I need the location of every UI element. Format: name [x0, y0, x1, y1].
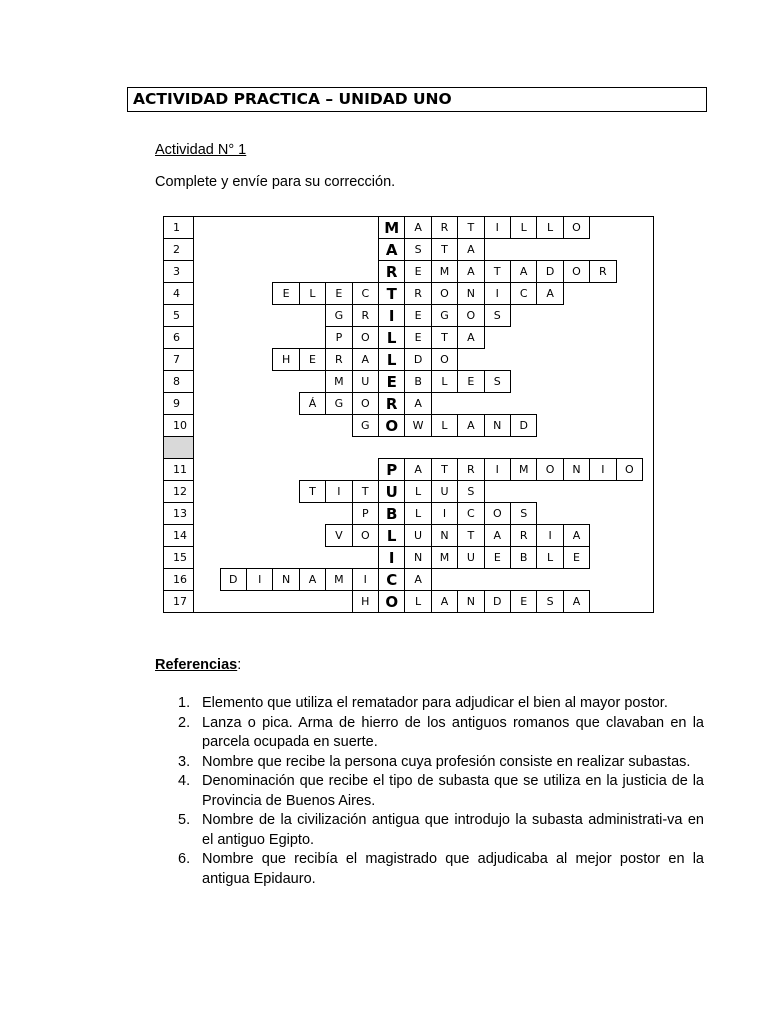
reference-text: Nombre de la civilización antigua que introdujo la subasta administrati-va en el antiguo Egipto.	[202, 812, 704, 848]
reference-text: Nombre que recibía el magistrado que adjudicaba al mejor postor en la antigua Epidauro.	[202, 851, 704, 887]
letter-cell: N	[563, 458, 590, 481]
letter-cell: P	[325, 326, 352, 349]
letter-cell: O	[431, 348, 458, 371]
key-letter-cell: C	[378, 568, 405, 591]
letter-cell: S	[484, 304, 511, 327]
references-title	[155, 657, 241, 673]
letter-cell: O	[484, 502, 511, 525]
letter-cell: I	[484, 282, 511, 305]
letter-cell: O	[563, 260, 590, 283]
letter-cell: C	[457, 502, 484, 525]
letter-cell: R	[457, 458, 484, 481]
key-letter-cell: L	[378, 326, 405, 349]
letter-cell: D	[404, 348, 431, 371]
letter-cell: O	[616, 458, 643, 481]
letter-cell: A	[457, 238, 484, 261]
letter-cell: M	[325, 568, 352, 591]
letter-cell: H	[272, 348, 299, 371]
letter-cell: S	[510, 502, 537, 525]
letter-cell: A	[431, 590, 458, 613]
row-number: 17	[173, 595, 187, 608]
key-letter-cell: L	[378, 524, 405, 547]
letter-cell: E	[563, 546, 590, 569]
letter-cell: L	[404, 502, 431, 525]
letter-cell: U	[457, 546, 484, 569]
reference-item	[174, 850, 704, 889]
letter-cell: A	[484, 524, 511, 547]
letter-cell: I	[352, 568, 379, 591]
separator-row	[163, 436, 194, 459]
references-colon: :	[237, 657, 242, 673]
letter-cell: T	[457, 524, 484, 547]
letter-cell: N	[484, 414, 511, 437]
row-number: 14	[173, 529, 187, 542]
letter-cell: A	[563, 590, 590, 613]
letter-cell: C	[352, 282, 379, 305]
letter-cell: A	[404, 216, 431, 239]
reference-number: 2.	[178, 714, 191, 731]
letter-cell: D	[510, 414, 537, 437]
letter-cell: T	[431, 238, 458, 261]
letter-cell: M	[510, 458, 537, 481]
letter-cell: N	[404, 546, 431, 569]
letter-cell: E	[457, 370, 484, 393]
letter-cell: E	[404, 304, 431, 327]
key-letter-cell: U	[378, 480, 405, 503]
letter-cell: O	[352, 392, 379, 415]
row-number: 16	[173, 573, 187, 586]
row-number: 15	[173, 551, 187, 564]
letter-cell: O	[352, 524, 379, 547]
letter-cell: L	[299, 282, 326, 305]
letter-cell: D	[484, 590, 511, 613]
letter-cell: E	[272, 282, 299, 305]
letter-cell: I	[589, 458, 616, 481]
reference-number: 3.	[178, 753, 191, 770]
letter-cell: T	[457, 216, 484, 239]
letter-cell: G	[352, 414, 379, 437]
letter-cell: L	[431, 414, 458, 437]
key-letter-cell: T	[378, 282, 405, 305]
letter-cell: I	[431, 502, 458, 525]
letter-cell: I	[536, 524, 563, 547]
letter-cell: U	[404, 524, 431, 547]
letter-cell: M	[431, 546, 458, 569]
letter-cell: L	[510, 216, 537, 239]
letter-cell: I	[246, 568, 273, 591]
letter-cell: A	[404, 392, 431, 415]
letter-cell: M	[431, 260, 458, 283]
letter-cell: R	[352, 304, 379, 327]
letter-cell: O	[431, 282, 458, 305]
letter-cell: T	[431, 458, 458, 481]
letter-cell: O	[352, 326, 379, 349]
row-number: 5	[173, 309, 180, 322]
letter-cell: R	[589, 260, 616, 283]
key-letter-cell: O	[378, 414, 405, 437]
references-label: Referencias	[155, 657, 238, 673]
key-letter-cell: L	[378, 348, 405, 371]
letter-cell: T	[299, 480, 326, 503]
reference-number: 5.	[178, 812, 191, 828]
letter-cell: V	[325, 524, 352, 547]
letter-cell: S	[457, 480, 484, 503]
letter-cell: H	[352, 590, 379, 613]
letter-cell: A	[457, 260, 484, 283]
letter-cell: E	[404, 260, 431, 283]
row-number: 10	[173, 419, 187, 432]
letter-cell: R	[510, 524, 537, 547]
letter-cell: G	[325, 304, 352, 327]
reference-item	[174, 753, 704, 773]
references-list	[174, 694, 704, 889]
activity-label: Actividad N° 1	[155, 142, 247, 158]
letter-cell: A	[404, 458, 431, 481]
row-divider	[163, 612, 193, 613]
row-number: 9	[173, 397, 180, 410]
letter-cell: U	[431, 480, 458, 503]
key-letter-cell: R	[378, 260, 405, 283]
letter-cell: S	[484, 370, 511, 393]
row-number: 6	[173, 331, 180, 344]
letter-cell: O	[563, 216, 590, 239]
activity-instruction: Complete y envíe para su corrección.	[155, 174, 396, 190]
letter-cell: I	[325, 480, 352, 503]
letter-cell: I	[484, 458, 511, 481]
letter-cell: T	[484, 260, 511, 283]
row-number: 1	[173, 221, 180, 234]
reference-text: Lanza o pica. Arma de hierro de los antiguos romanos que clavaban en la parcela ocupada en suerte.	[202, 714, 704, 750]
letter-cell: Á	[299, 392, 326, 415]
letter-cell: O	[536, 458, 563, 481]
letter-cell: E	[484, 546, 511, 569]
reference-number: 6.	[178, 851, 191, 867]
reference-item	[174, 714, 704, 753]
letter-cell: A	[536, 282, 563, 305]
reference-number: 1.	[178, 695, 191, 711]
letter-cell: B	[510, 546, 537, 569]
letter-cell: S	[404, 238, 431, 261]
letter-cell: I	[484, 216, 511, 239]
key-letter-cell: M	[378, 216, 405, 239]
reference-item	[174, 694, 704, 714]
row-number: 11	[173, 463, 187, 476]
letter-cell: A	[510, 260, 537, 283]
reference-text: Elemento que utiliza el rematador para adjudicar el bien al mayor postor.	[202, 695, 668, 711]
letter-cell: G	[431, 304, 458, 327]
letter-cell: G	[325, 392, 352, 415]
row-number: 7	[173, 353, 180, 366]
key-letter-cell: A	[378, 238, 405, 261]
letter-cell: B	[404, 370, 431, 393]
key-letter-cell: O	[378, 590, 405, 613]
letter-cell: E	[404, 326, 431, 349]
letter-cell: A	[299, 568, 326, 591]
letter-cell: N	[457, 282, 484, 305]
number-column-divider	[193, 216, 194, 612]
letter-cell: W	[404, 414, 431, 437]
letter-cell: E	[299, 348, 326, 371]
letter-cell: L	[431, 370, 458, 393]
letter-cell: T	[352, 480, 379, 503]
key-letter-cell: P	[378, 458, 405, 481]
key-letter-cell: B	[378, 502, 405, 525]
reference-text: Denominación que recibe el tipo de subasta que se utiliza en la justicia de la Provincia de Buenos Aires.	[202, 773, 704, 809]
letter-cell: N	[431, 524, 458, 547]
letter-cell: E	[510, 590, 537, 613]
letter-cell: L	[404, 590, 431, 613]
letter-cell: D	[220, 568, 247, 591]
key-letter-cell: I	[378, 546, 405, 569]
letter-cell: L	[536, 546, 563, 569]
letter-cell: A	[457, 414, 484, 437]
letter-cell: M	[325, 370, 352, 393]
letter-cell: P	[352, 502, 379, 525]
letter-cell: R	[431, 216, 458, 239]
letter-cell: D	[536, 260, 563, 283]
letter-cell: T	[431, 326, 458, 349]
letter-cell: L	[404, 480, 431, 503]
reference-item	[174, 811, 704, 850]
key-letter-cell: E	[378, 370, 405, 393]
letter-cell: U	[352, 370, 379, 393]
letter-cell: S	[536, 590, 563, 613]
reference-text: Nombre que recibe la persona cuya profesión consiste en realizar subastas.	[202, 753, 691, 770]
page-title: ACTIVIDAD PRACTICA – UNIDAD UNO	[127, 87, 707, 112]
row-number: 2	[173, 243, 180, 256]
letter-cell: O	[457, 304, 484, 327]
key-letter-cell: I	[378, 304, 405, 327]
letter-cell: A	[563, 524, 590, 547]
row-number: 13	[173, 507, 187, 520]
reference-item	[174, 772, 704, 811]
key-letter-cell: R	[378, 392, 405, 415]
row-number: 3	[173, 265, 180, 278]
row-number: 12	[173, 485, 187, 498]
letter-cell: E	[325, 282, 352, 305]
row-number: 4	[173, 287, 180, 300]
letter-cell: N	[272, 568, 299, 591]
letter-cell: C	[510, 282, 537, 305]
letter-cell: A	[457, 326, 484, 349]
letter-cell: A	[352, 348, 379, 371]
reference-number: 4.	[178, 773, 191, 789]
letter-cell: N	[457, 590, 484, 613]
letter-cell: R	[404, 282, 431, 305]
letter-cell: A	[404, 568, 431, 591]
row-number: 8	[173, 375, 180, 388]
letter-cell: R	[325, 348, 352, 371]
letter-cell: L	[536, 216, 563, 239]
